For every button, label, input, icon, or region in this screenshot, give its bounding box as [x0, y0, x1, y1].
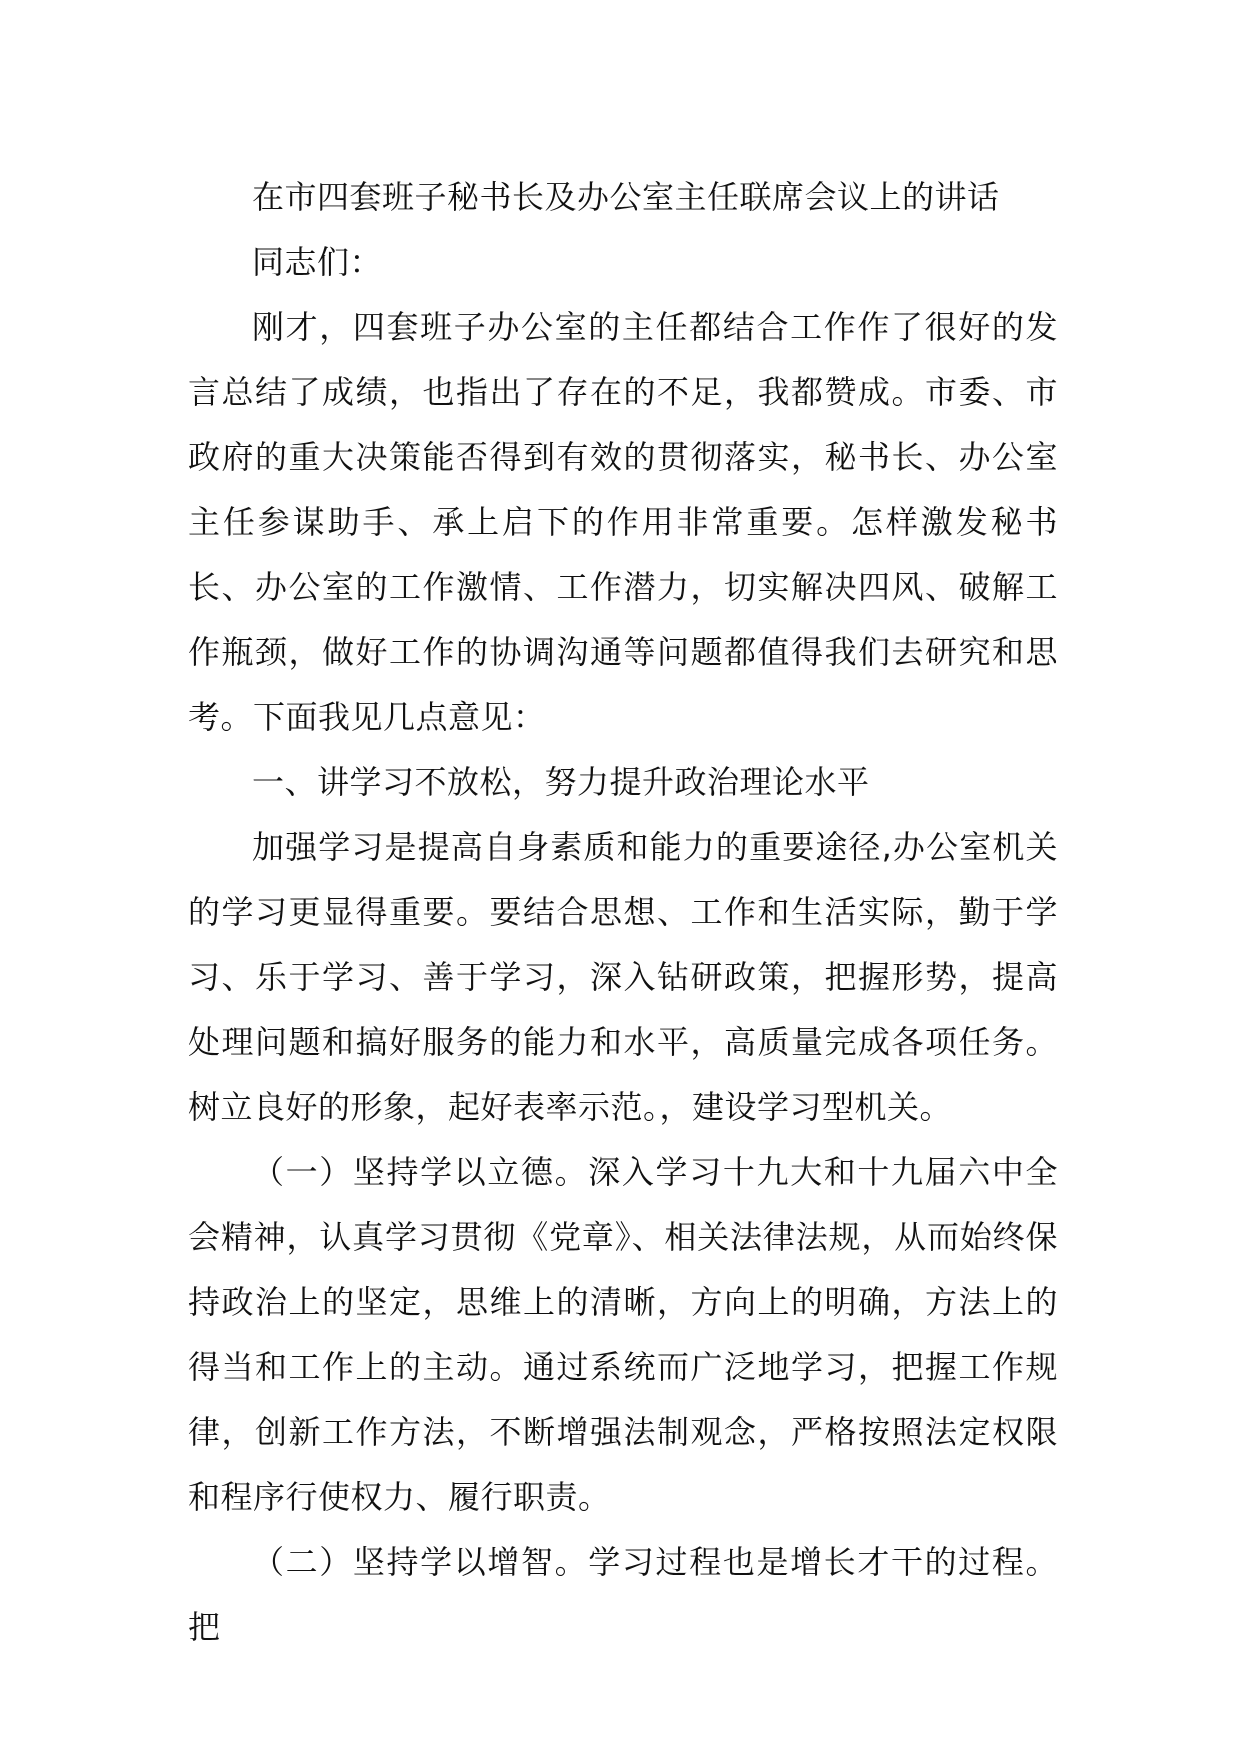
- document-title: 在市四套班子秘书长及办公室主任联席会议上的讲话: [252, 178, 1000, 216]
- section-heading-1: 一、讲学习不放松，努力提升政治理论水平: [252, 763, 870, 801]
- subsection-1: （一）坚持学以立德。深入学习十九大和十九届六中全会精神，认真学习贯彻《党章》、相关法律法规，从而始终保持政治上的坚定，思维上的清晰，方向上的明确，方法上的得当和工作上的主动。通过系统而广泛地学习，把握工作规律，创新工作方法，不断增强法制观念，严格按照法定权限和程序行使权力、履行职责。: [188, 1153, 1058, 1516]
- paragraph-learning: 加强学习是提高自身素质和能力的重要途径,办公室机关的学习更显得重要。要结合思想、工作和生活实际，勤于学习、乐于学习、善于学习，深入钻研政策，把握形势，提高处理问题和搞好服务的能力和水平，高质量完成各项任务。树立良好的形象，起好表率示范。，建设学习型机关。: [188, 828, 1058, 1126]
- salutation: 同志们：: [252, 243, 383, 281]
- document-page: [188, 165, 1058, 1660]
- paragraph-opening: 刚才，四套班子办公室的主任都结合工作作了很好的发言总结了成绩，也指出了存在的不足，我都赞成。市委、市政府的重大决策能否得到有效的贯彻落实，秘书长、办公室主任参谋助手、承上启下的作用非常重要。怎样激发秘书长、办公室的工作激情、工作潜力，切实解决四风、破解工作瓶颈，做好工作的协调沟通等问题都值得我们去研究和思考。下面我见几点意见：: [188, 308, 1058, 736]
- subsection-2: （二）坚持学以增智。学习过程也是增长才干的过程。把: [188, 1543, 1058, 1646]
